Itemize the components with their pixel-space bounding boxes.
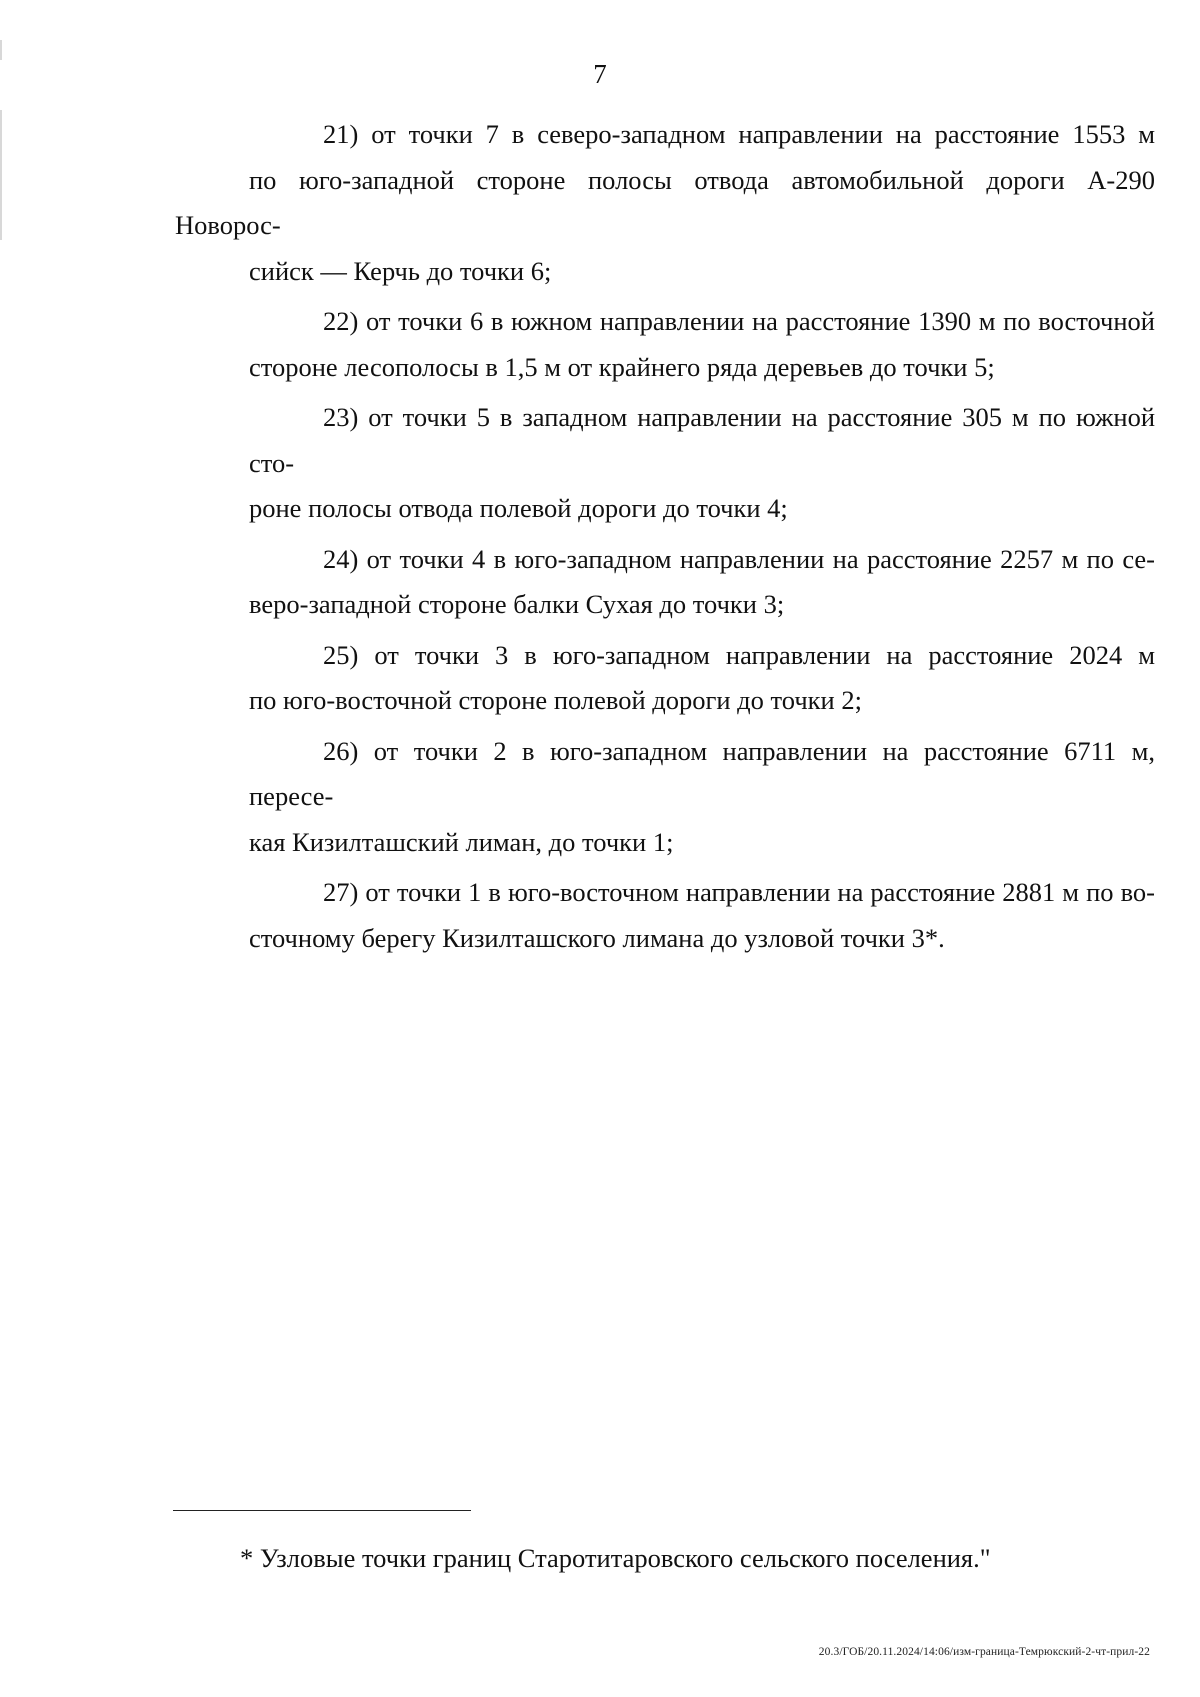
paragraph-line: 25) от точки 3 в юго-западном направлении на расстояние 2024 м xyxy=(323,639,1155,670)
paragraph-line: 27) от точки 1 в юго-восточном направлении на расстояние 2881 м по во- xyxy=(323,877,1155,907)
list-item-22 xyxy=(175,299,1155,390)
list-item-25 xyxy=(175,633,1155,724)
paragraph-line: стороне лесополосы в 1,5 м от крайнего ряда деревьев до точки 5; xyxy=(249,351,995,382)
paragraph-line: по юго-восточной стороне полевой дороги до точки 2; xyxy=(249,685,862,715)
list-item-24 xyxy=(175,537,1155,628)
document-id: 20.3/ГОБ/20.11.2024/14:06/изм-граница-Темрюкский-2-чт-прил-22 xyxy=(818,1646,1150,1658)
paragraph-line: 26) от точки 2 в юго-западном направлении на расстояние 6711 м, пересе- xyxy=(249,735,1155,811)
paragraph-line: кая Кизилташский лиман, до точки 1; xyxy=(249,826,674,857)
scan-edge-mark xyxy=(0,40,2,60)
paragraph-line: 24) от точки 4 в юго-западном направлении на расстояние 2257 м по се- xyxy=(323,543,1155,574)
scan-edge-mark xyxy=(0,110,2,240)
paragraph-line: сийск — Керчь до точки 6; xyxy=(249,255,552,286)
footnote: * Узловые точки границ Старотитаровского сельского поселения." xyxy=(240,1543,991,1573)
paragraph-line: 21) от точки 7 в северо-западном направлении на расстояние 1553 м xyxy=(323,119,1155,149)
footnote-divider xyxy=(173,1510,471,1511)
list-item-27 xyxy=(175,870,1155,961)
paragraph-line: веро-западной стороне балки Сухая до точки 3; xyxy=(249,589,785,619)
paragraph-line: роне полосы отвода полевой дороги до точки 4; xyxy=(249,493,788,523)
paragraph-line: 22) от точки 6 в южном направлении на расстояние 1390 м по восточной xyxy=(323,306,1155,336)
paragraph-line: сточному берегу Кизилташского лимана до узловой точки 3*. xyxy=(249,922,945,953)
document-body xyxy=(175,112,1155,961)
paragraph-line: по юго-западной стороне полосы отвода автомобильной дороги А-290 Новорос- xyxy=(175,164,1155,240)
list-item-23 xyxy=(175,395,1155,532)
paragraph-line: 23) от точки 5 в западном направлении на расстояние 305 м по южной сто- xyxy=(249,402,1155,478)
page-number: 7 xyxy=(593,59,607,89)
list-item-21 xyxy=(175,112,1155,294)
list-item-26 xyxy=(175,729,1155,866)
